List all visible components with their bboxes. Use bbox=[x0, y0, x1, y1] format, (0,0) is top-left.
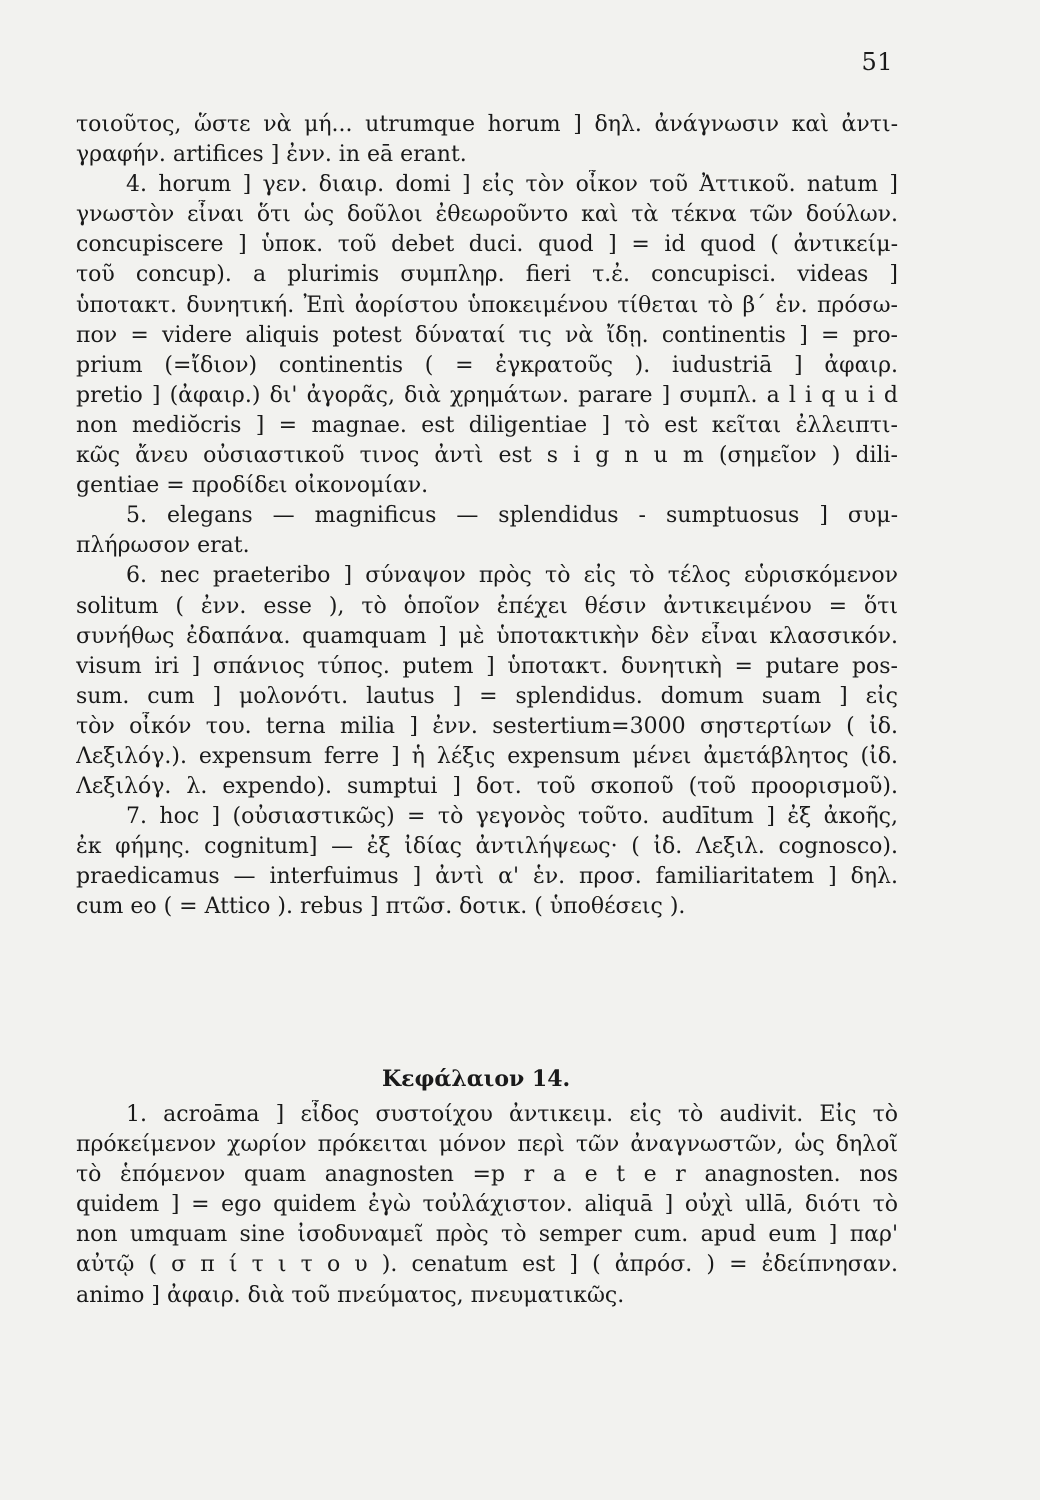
text-line: animo ] ἀφαιρ. διὰ τοῦ πνεύματος, πνευματικῶς. bbox=[76, 1282, 625, 1308]
text-line: πρόκείμενον χωρίον πρόκειται μόνον περὶ τῶν ἀναγνωστῶν, ὡς δηλοῖ bbox=[76, 1132, 898, 1158]
text-line: αὐτῷ ( σ π ί τ ι τ ο υ ). cenatum est ] ( ἀπρόσ. ) = ἐδείπνησαν. bbox=[76, 1252, 898, 1278]
text-line: prium (=ἴδιον) continentis ( = ἐγκρατοῦς ). iudustriā ] ἀφαιρ. bbox=[76, 352, 898, 378]
text-line: γνωστὸν εἶναι ὅτι ὡς δοῦλοι ἐθεωροῦντο καὶ τὰ τέκνα τῶν δούλων. bbox=[76, 202, 898, 228]
text-line: 6. nec praeteribo ] σύναψον πρὸς τὸ εἰς τὸ τέλος εὑρισκόμενον bbox=[126, 563, 898, 589]
text-line: τὸν οἶκόν του. terna milia ] ἐνν. sestertium=3000 σηστερτίων ( ἰδ. bbox=[76, 713, 898, 739]
text-line: τὸ ἑπόμενον quam anagnosten =p r a e t e r anagnosten. nos bbox=[76, 1162, 898, 1188]
chapter-heading: Κεφάλαιον 14. bbox=[382, 1066, 571, 1092]
text-line: πον = videre aliquis potest δύναταί τις νὰ ἴδῃ. continentis ] = pro- bbox=[76, 322, 898, 348]
text-line: τοῦ concup). a plurimis συμπληρ. fieri τ.ἐ. concupisci. videas ] bbox=[76, 262, 898, 288]
text-line: τοιοῦτος, ὥστε νὰ μή... utrumque horum ] δηλ. ἀνάγνωσιν καὶ ἀντι- bbox=[76, 112, 898, 137]
text-line: sum. cum ] μολονότι. lautus ] = splendidus. domum suam ] εἰς bbox=[76, 683, 898, 709]
text-line: quidem ] = ego quidem ἐγὼ τοὐλάχιστον. aliquā ] οὐχὶ ullā, διότι τὸ bbox=[76, 1192, 898, 1218]
text-line: πλήρωσον erat. bbox=[76, 533, 250, 559]
text-line: solitum ( ἐνν. esse ), τὸ ὁποῖον ἐπέχει θέσιν ἀντικειμένου = ὅτι bbox=[76, 593, 898, 619]
commentary-body bbox=[76, 110, 898, 923]
text-line: visum iri ] σπάνιος τύπος. putem ] ὑποτακτ. δυνητικὴ = putare pos- bbox=[76, 653, 898, 679]
text-line: gentiae = προδίδει οἰκονομίαν. bbox=[76, 473, 429, 499]
text-line: κῶς ἄνευ οὐσιαστικοῦ τινος ἀντὶ est s i g n u m (σημεῖον ) dili- bbox=[76, 443, 898, 469]
page-number: 51 bbox=[861, 48, 893, 76]
text-line: praedicamus — interfuimus ] ἀντὶ α' ἑν. προσ. familiaritatem ] δηλ. bbox=[76, 864, 898, 890]
text-line: ὑποτακτ. δυνητική. Ἐπὶ ἀορίστου ὑποκειμένου τίθεται τὸ β΄ ἑν. πρόσω- bbox=[76, 292, 898, 318]
text-line: cum eo ( = Attico ). rebus ] πτῶσ. δοτικ. ( ὑποθέσεις ). bbox=[76, 894, 686, 920]
text-line: pretio ] (ἀφαιρ.) δι' ἀγορᾶς, διὰ χρημάτων. parare ] συμπλ. a l i q u i d bbox=[76, 382, 898, 408]
text-line: 4. horum ] γεν. διαιρ. domi ] εἰς τὸν οἶκον τοῦ Ἀττικοῦ. natum ] bbox=[126, 172, 898, 198]
text-line: ἐκ φήμης. cognitum] — ἐξ ἰδίας ἀντιλήψεως· ( ἰδ. Λεξιλ. cognosco). bbox=[76, 834, 898, 860]
text-line: Λεξιλόγ.). expensum ferre ] ἡ λέξις expensum μένει ἀμετάβλητος (ἰδ. bbox=[76, 743, 898, 769]
chapter-body bbox=[76, 1100, 898, 1311]
text-line: 1. acroāma ] εἶδος συστοίχου ἀντικειμ. εἰς τὸ audivit. Εἰς τὸ bbox=[126, 1102, 898, 1127]
text-line: συνήθως ἐδαπάνα. quamquam ] μὲ ὑποτακτικὴν δὲν εἶναι κλασσικόν. bbox=[76, 623, 898, 649]
text-line: γραφήν. artifices ] ἐνν. in eā erant. bbox=[76, 142, 467, 168]
text-line: 7. hoc ] (οὐσιαστικῶς) = τὸ γεγονὸς τοῦτο. audītum ] ἐξ ἀκοῆς, bbox=[126, 804, 898, 830]
text-line: Λεξιλόγ. λ. expendo). sumptui ] δοτ. τοῦ σκοποῦ (τοῦ προορισμοῦ). bbox=[76, 774, 898, 800]
text-line: 5. elegans — magnificus — splendidus - sumptuosus ] συμ- bbox=[126, 503, 898, 529]
text-line: concupiscere ] ὑποκ. τοῦ debet duci. quod ] = id quod ( ἀντικείμ- bbox=[76, 232, 898, 258]
text-line: non umquam sine ἰσοδυναμεῖ πρὸς τὸ semper cum. apud eum ] παρ' bbox=[76, 1222, 898, 1248]
text-line: non mediŏcris ] = magnae. est diligentiae ] τὸ est κεῖται ἐλλειπτι- bbox=[76, 412, 898, 438]
